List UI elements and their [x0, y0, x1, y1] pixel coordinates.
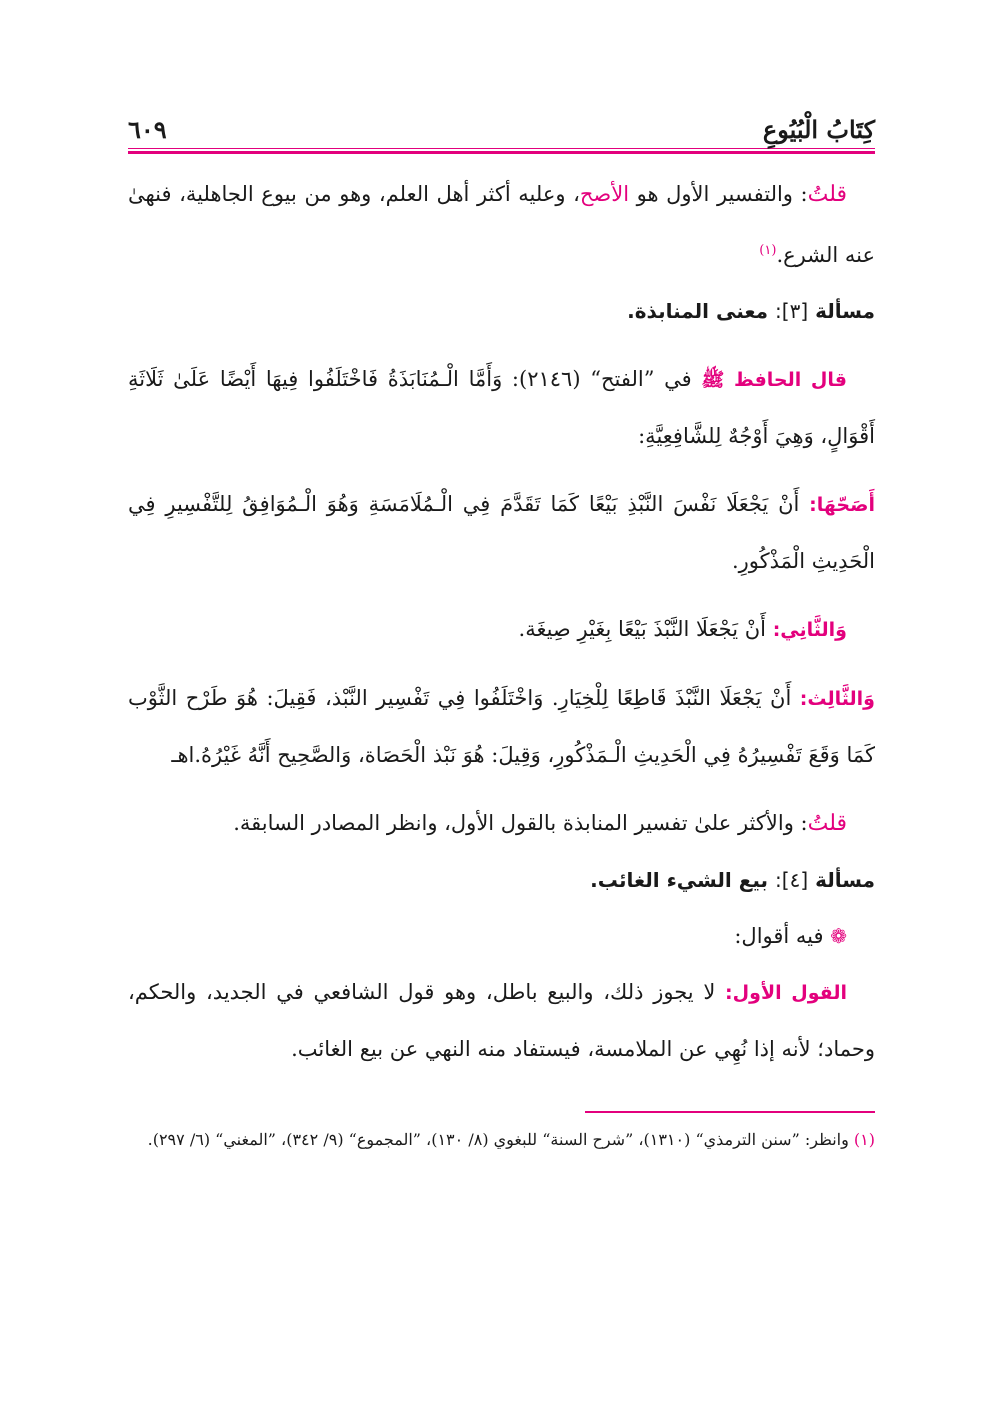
page-header — [128, 100, 875, 144]
paragraph-opinions-intro — [128, 908, 875, 964]
paragraph-text: (٢١٤٦): وَأَمَّا الْـمُنَابَذَةُ فَاخْتَلَفُوا فِيهَا أَيْضًا عَلَىٰ ثَلَاثَةِ أَقْوَالٍ، وَهِيَ أَوْجُهٌ لِلشَّافِعِيَّةِ: — [128, 367, 875, 448]
flower-icon: ❁ — [830, 924, 847, 948]
footnote-ref[interactable]: (١) — [759, 243, 777, 258]
paragraph-first-opinion — [128, 476, 875, 589]
paragraph-text: : والأكثر علىٰ تفسير المنابذة بالقول الأول، وانظر المصادر السابقة. — [233, 811, 808, 835]
opinion-label: وَالثَّالِث: — [799, 688, 875, 710]
paragraph-text: فيه أقوال: — [734, 924, 831, 948]
source-title: ”الفتح“ — [590, 367, 655, 391]
saying-label: القول الأول: — [725, 982, 847, 1004]
paragraph-quote-intro — [128, 351, 875, 464]
heading-number: [٣]: — [775, 299, 809, 323]
highlight-term: الأصح — [579, 182, 630, 206]
paragraph-first-saying — [128, 964, 875, 1077]
book-title: كِتَابُ الْبُيُوعِ — [762, 115, 875, 144]
book-page — [128, 100, 875, 1171]
paragraph-author-note-2 — [128, 795, 875, 852]
section-heading-4 — [128, 852, 875, 908]
header-rule-thin — [128, 148, 875, 149]
paragraph-author-note — [128, 166, 875, 283]
heading-prefix: مسألة — [815, 299, 875, 323]
footnote-text: وانظر: ”سنن الترمذي“ (١٣١٠)، ”شرح السنة“ للبغوي (٨/ ١٣٠)، ”المجموع“ (٩/ ٣٤٢)، ”المغني“ (٦/ ٢٩٧). — [147, 1130, 854, 1149]
opinion-label: أَصَحّهَا: — [809, 494, 875, 516]
page-number: ٦٠٩ — [128, 115, 167, 144]
author-note-label: قلتُ — [807, 182, 848, 207]
paragraph-text: أَنْ يَجْعَلَا النَّبْذَ قَاطِعًا لِلْخِيَارِ. وَاخْتَلَفُوا فِي تَفْسِير النَّبْذ، فَقِيلَ: هُوَ طَرْح الثَّوْب كَمَا وَقَعَ تَفْسِيرُهُ فِي الْحَدِيثِ الْـمَذْكُورِ، وَقِيلَ: هُوَ نَبْذ الْحَصَاة، وَالصَّحِيح أَنَّهُ غَيْرُهُ.اهـ — [128, 686, 875, 767]
heading-prefix: مسألة — [815, 868, 875, 892]
header-rule-thick — [128, 151, 875, 154]
footnote-number: (١) — [853, 1130, 875, 1149]
footnote — [128, 1125, 875, 1155]
opinion-label: وَالثَّانِي: — [772, 619, 847, 641]
paragraph-third-opinion — [128, 670, 875, 783]
paragraph-text: أَنْ يَجْعَلَا النَّبْذَ بَيْعًا بِغَيْرِ صِيغَة. — [518, 617, 773, 641]
heading-title: بيع الشيء الغائب. — [590, 868, 769, 892]
paragraph-text: : والتفسير الأول هو — [629, 182, 808, 206]
paragraph-text: أَنْ يَجْعَلَا نَفْسَ النَّبْذِ بَيْعًا كَمَا تَقَدَّمَ فِي الْـمُلَامَسَةِ وَهُوَ الْـمُوَافِقُ لِلتَّفْسِيرِ فِي الْحَدِيثِ الْمَذْكُورِ. — [128, 492, 875, 573]
section-heading-3 — [128, 283, 875, 339]
heading-title: معنى المنابذة. — [627, 299, 769, 323]
paragraph-text: ، وعليه أكثر أهل العلم، وهو من بيوع الجاهلية، فنهىٰ عنه الشرع. — [128, 182, 875, 267]
footnote-separator — [585, 1111, 875, 1113]
paragraph-second-opinion — [128, 601, 875, 658]
speaker-label: قال الحافظ ﷺ — [701, 369, 847, 391]
heading-number: [٤]: — [775, 868, 809, 892]
author-note-label: قلتُ — [807, 811, 847, 836]
paragraph-text: في — [654, 367, 702, 391]
paragraph-text: لا يجوز ذلك، والبيع باطل، وهو قول الشافعي في الجديد، والحكم، وحماد؛ لأنه إذا نُهِي عن الملامسة، فيستفاد منه النهي عن بيع الغائب. — [128, 980, 875, 1061]
